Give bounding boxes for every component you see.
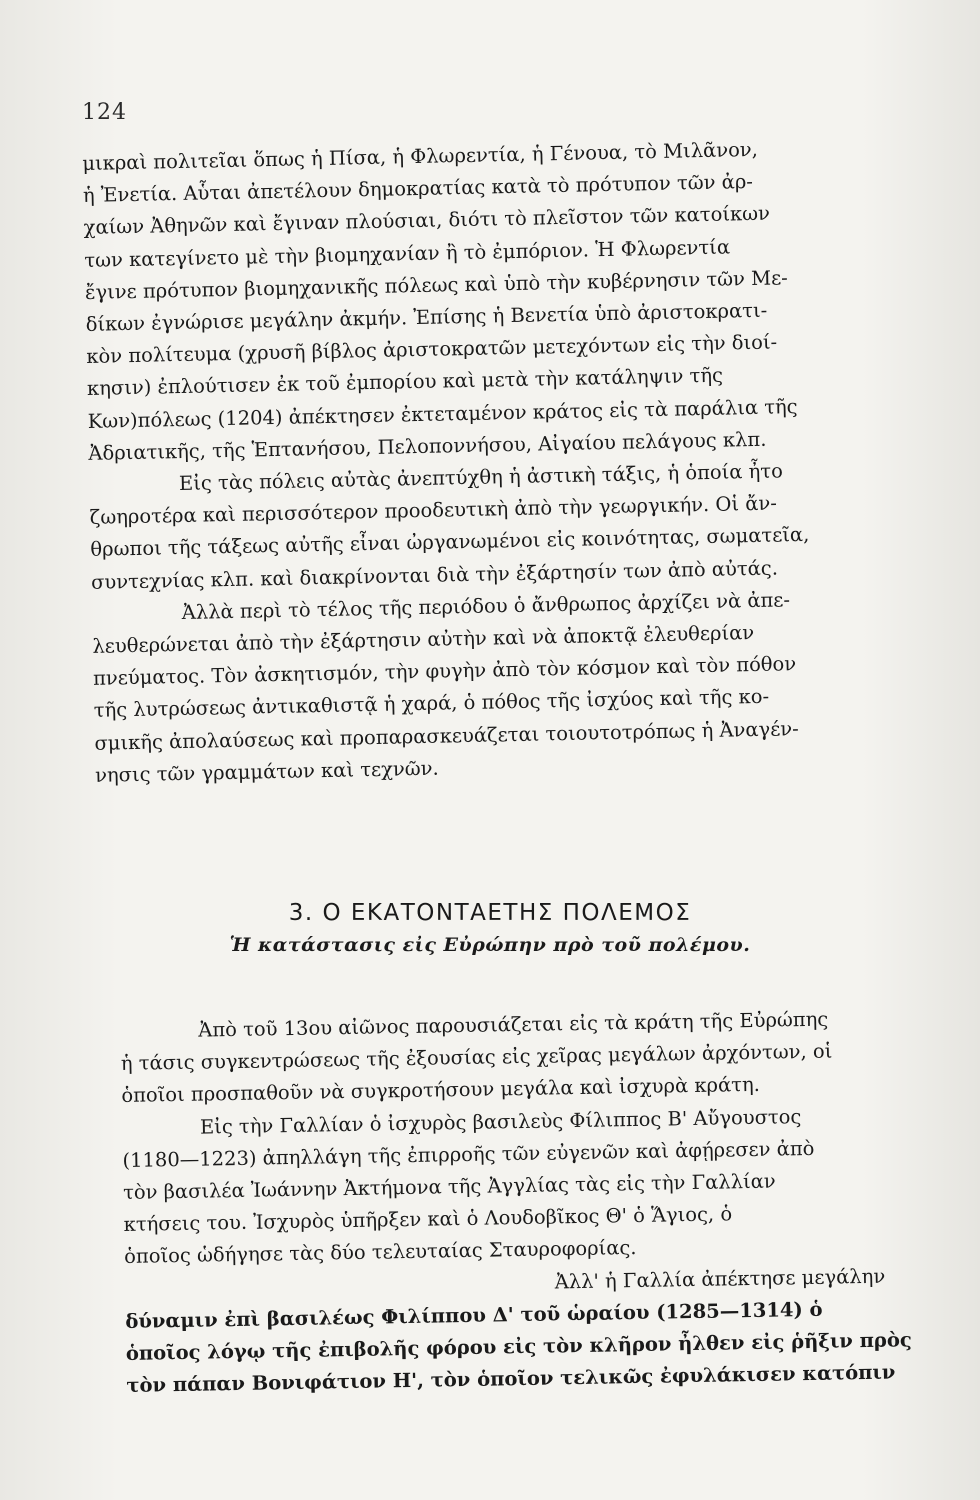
text-line: λευθερώνεται ἀπὸ τὴν ἐξάρτησιν αὐτὴν καὶ νὰ ἀποκτᾷ ἐλευθερίαν [92, 621, 755, 658]
text-line: Κων)πόλεως (1204) ἀπέκτησεν ἐκτεταμένον κράτος εἰς τὰ παράλια τῆς [87, 394, 798, 433]
text-line: δύναμιν ἐπὶ βασιλέως Φιλίππου Δ' τοῦ ὡραίου (1285—1314) ὁ [125, 1297, 823, 1333]
text-line: ἔγινε πρότυπον βιομηχανικῆς πόλεως καὶ ὑπὸ τὴν κυβέρνησιν τῶν Με- [84, 266, 788, 304]
text-line: Ἀλλὰ περὶ τὸ τέλος τῆς περιόδου ὁ ἄνθρωπος ἀρχίζει νὰ ἀπε- [181, 588, 791, 624]
text-line: συντεχνίας κλπ. καὶ διακρίνονται διὰ τὴν ἐξάρτησίν των ἀπὸ αὐτάς. [90, 556, 779, 594]
section-title: 3. Ο ΕΚΑΤΟΝΤΑΕΤΗΣ ΠΟΛΕΜΟΣ [288, 900, 692, 926]
text-line: κησιν) ἐπλούτισεν ἐκ τοῦ ἐμπορίου καὶ μετὰ τὴν κατάληψιν τῆς [86, 364, 724, 401]
text-line: Εἰς τὴν Γαλλίαν ὁ ἰσχυρὸς βασιλεὺς Φίλιππος Β' Αὔγουστος [199, 1104, 802, 1139]
section-subtitle: Ἡ κατάστασις εἰς Εὐρώπην πρὸ τοῦ πολέμου. [229, 934, 751, 956]
text-line: κὸν πολίτευμα (χρυσῆ βίβλος ἀριστοκρατῶν μετεχόντων εἰς τὴν διοί- [86, 330, 778, 369]
text-line: Ἀλλ' ἡ Γαλλία ἀπέκτησε μεγάλην [554, 1264, 886, 1294]
text-line: ὁποῖοι προσπαθοῦν νὰ συγκροτήσουν μεγάλα καὶ ἰσχυρὰ κράτη. [121, 1073, 761, 1108]
text-line: δίκων ἐγνώρισε μεγάλην ἀκμήν. Ἐπίσης ἡ Βενετία ὑπὸ ἀριστοκρατι- [85, 298, 768, 336]
text-line: ἡ τάσις συγκεντρώσεως τῆς ἐξουσίας εἰς χεῖρας μεγάλων ἀρχόντων, οἱ [120, 1039, 833, 1076]
text-line: τὸν πάπαν Βονιφάτιον Η', τὸν ὁποῖον τελικῶς ἐφυλάκισεν κατόπιν [126, 1360, 896, 1398]
text-line: ζωηροτέρα καὶ περισσότερον προοδευτικὴ ἀπὸ τὴν γεωργικήν. Οἱ ἄν- [89, 491, 778, 530]
text-line: ὁποῖος λόγῳ τῆς ἐπιβολῆς φόρου εἰς τὸν κλῆρον ἦλθεν εἰς ῥῆξιν πρὸς [125, 1328, 912, 1365]
text-line: ὁποῖος ὡδήγησε τὰς δύο τελευταίας Σταυροφορίας. [124, 1236, 637, 1269]
text-line: χαίων Ἀθηνῶν καὶ ἔγιναν πλούσιαι, διότι τὸ πλεῖστον τῶν κατοίκων [83, 202, 771, 240]
text-line: νησις τῶν γραμμάτων καὶ τεχνῶν. [94, 756, 439, 787]
page-number: 124 [82, 100, 127, 125]
paragraph-cities [82, 130, 965, 792]
text-line: σμικῆς ἀπολαύσεως καὶ προπαρασκευάζεται τοιουτοτρόπως ἡ Ἀναγέν- [94, 716, 799, 755]
text-line: (1180—1223) ἀπηλλάγη τῆς ἐπιρροῆς τῶν εὐγενῶν καὶ ἀφῄρεσεν ἀπὸ [122, 1136, 815, 1172]
text-line: μικραὶ πολιτεῖαι ὅπως ἡ Πίσα, ἡ Φλωρεντία, ἡ Γένουα, τὸ Μιλᾶνον, [82, 137, 759, 175]
text-line: πνεύματος. Τὸν ἀσκητισμόν, τὴν φυγὴν ἀπὸ τὸν κόσμον καὶ τὸν πόθον [92, 652, 797, 691]
text-line: Εἰς τὰς πόλεις αὐτὰς ἀνεπτύχθη ἡ ἀστικὴ τάξις, ἡ ὁποία ἦτο [178, 459, 784, 496]
section-heading [0, 900, 980, 956]
text-line: των κατεγίνετο μὲ τὴν βιομηχανίαν ἢ τὸ ἐμπόριον. Ἡ Φλωρεντία [84, 235, 731, 272]
text-line: τῆς λυτρώσεως ἀντικαθιστᾷ ἡ χαρά, ὁ πόθος τῆς ἰσχύος καὶ τῆς κο- [93, 685, 770, 723]
text-line: κτήσεις του. Ἰσχυρὸς ὑπῆρξεν καὶ ὁ Λουδοβῖκος Θ' ὁ Ἅγιος, ὁ [123, 1202, 733, 1237]
text-line: τὸν βασιλέα Ἰωάννην Ἀκτήμονα τῆς Ἀγγλίας τὰς εἰς τὴν Γαλλίαν [122, 1169, 776, 1204]
paragraph-europe [120, 1001, 977, 1402]
text-line: Ἀδριατικῆς, τῆς Ἑπτανήσου, Πελοποννήσου, Αἰγαίου πελάγους κλπ. [88, 427, 767, 465]
text-line: Ἀπὸ τοῦ 13ου αἰῶνος παρουσιάζεται εἰς τὰ κράτη τῆς Εὐρώπης [198, 1007, 829, 1042]
text-line: ἡ Ἐνετία. Αὗται ἀπετέλουν δημοκρατίας κατὰ τὸ πρότυπον τῶν ἀρ- [82, 170, 754, 208]
text-line: θρωποι τῆς τάξεως αὐτῆς εἶναι ὠργανωμένοι εἰς κοινότητας, σωματεῖα, [90, 523, 810, 562]
